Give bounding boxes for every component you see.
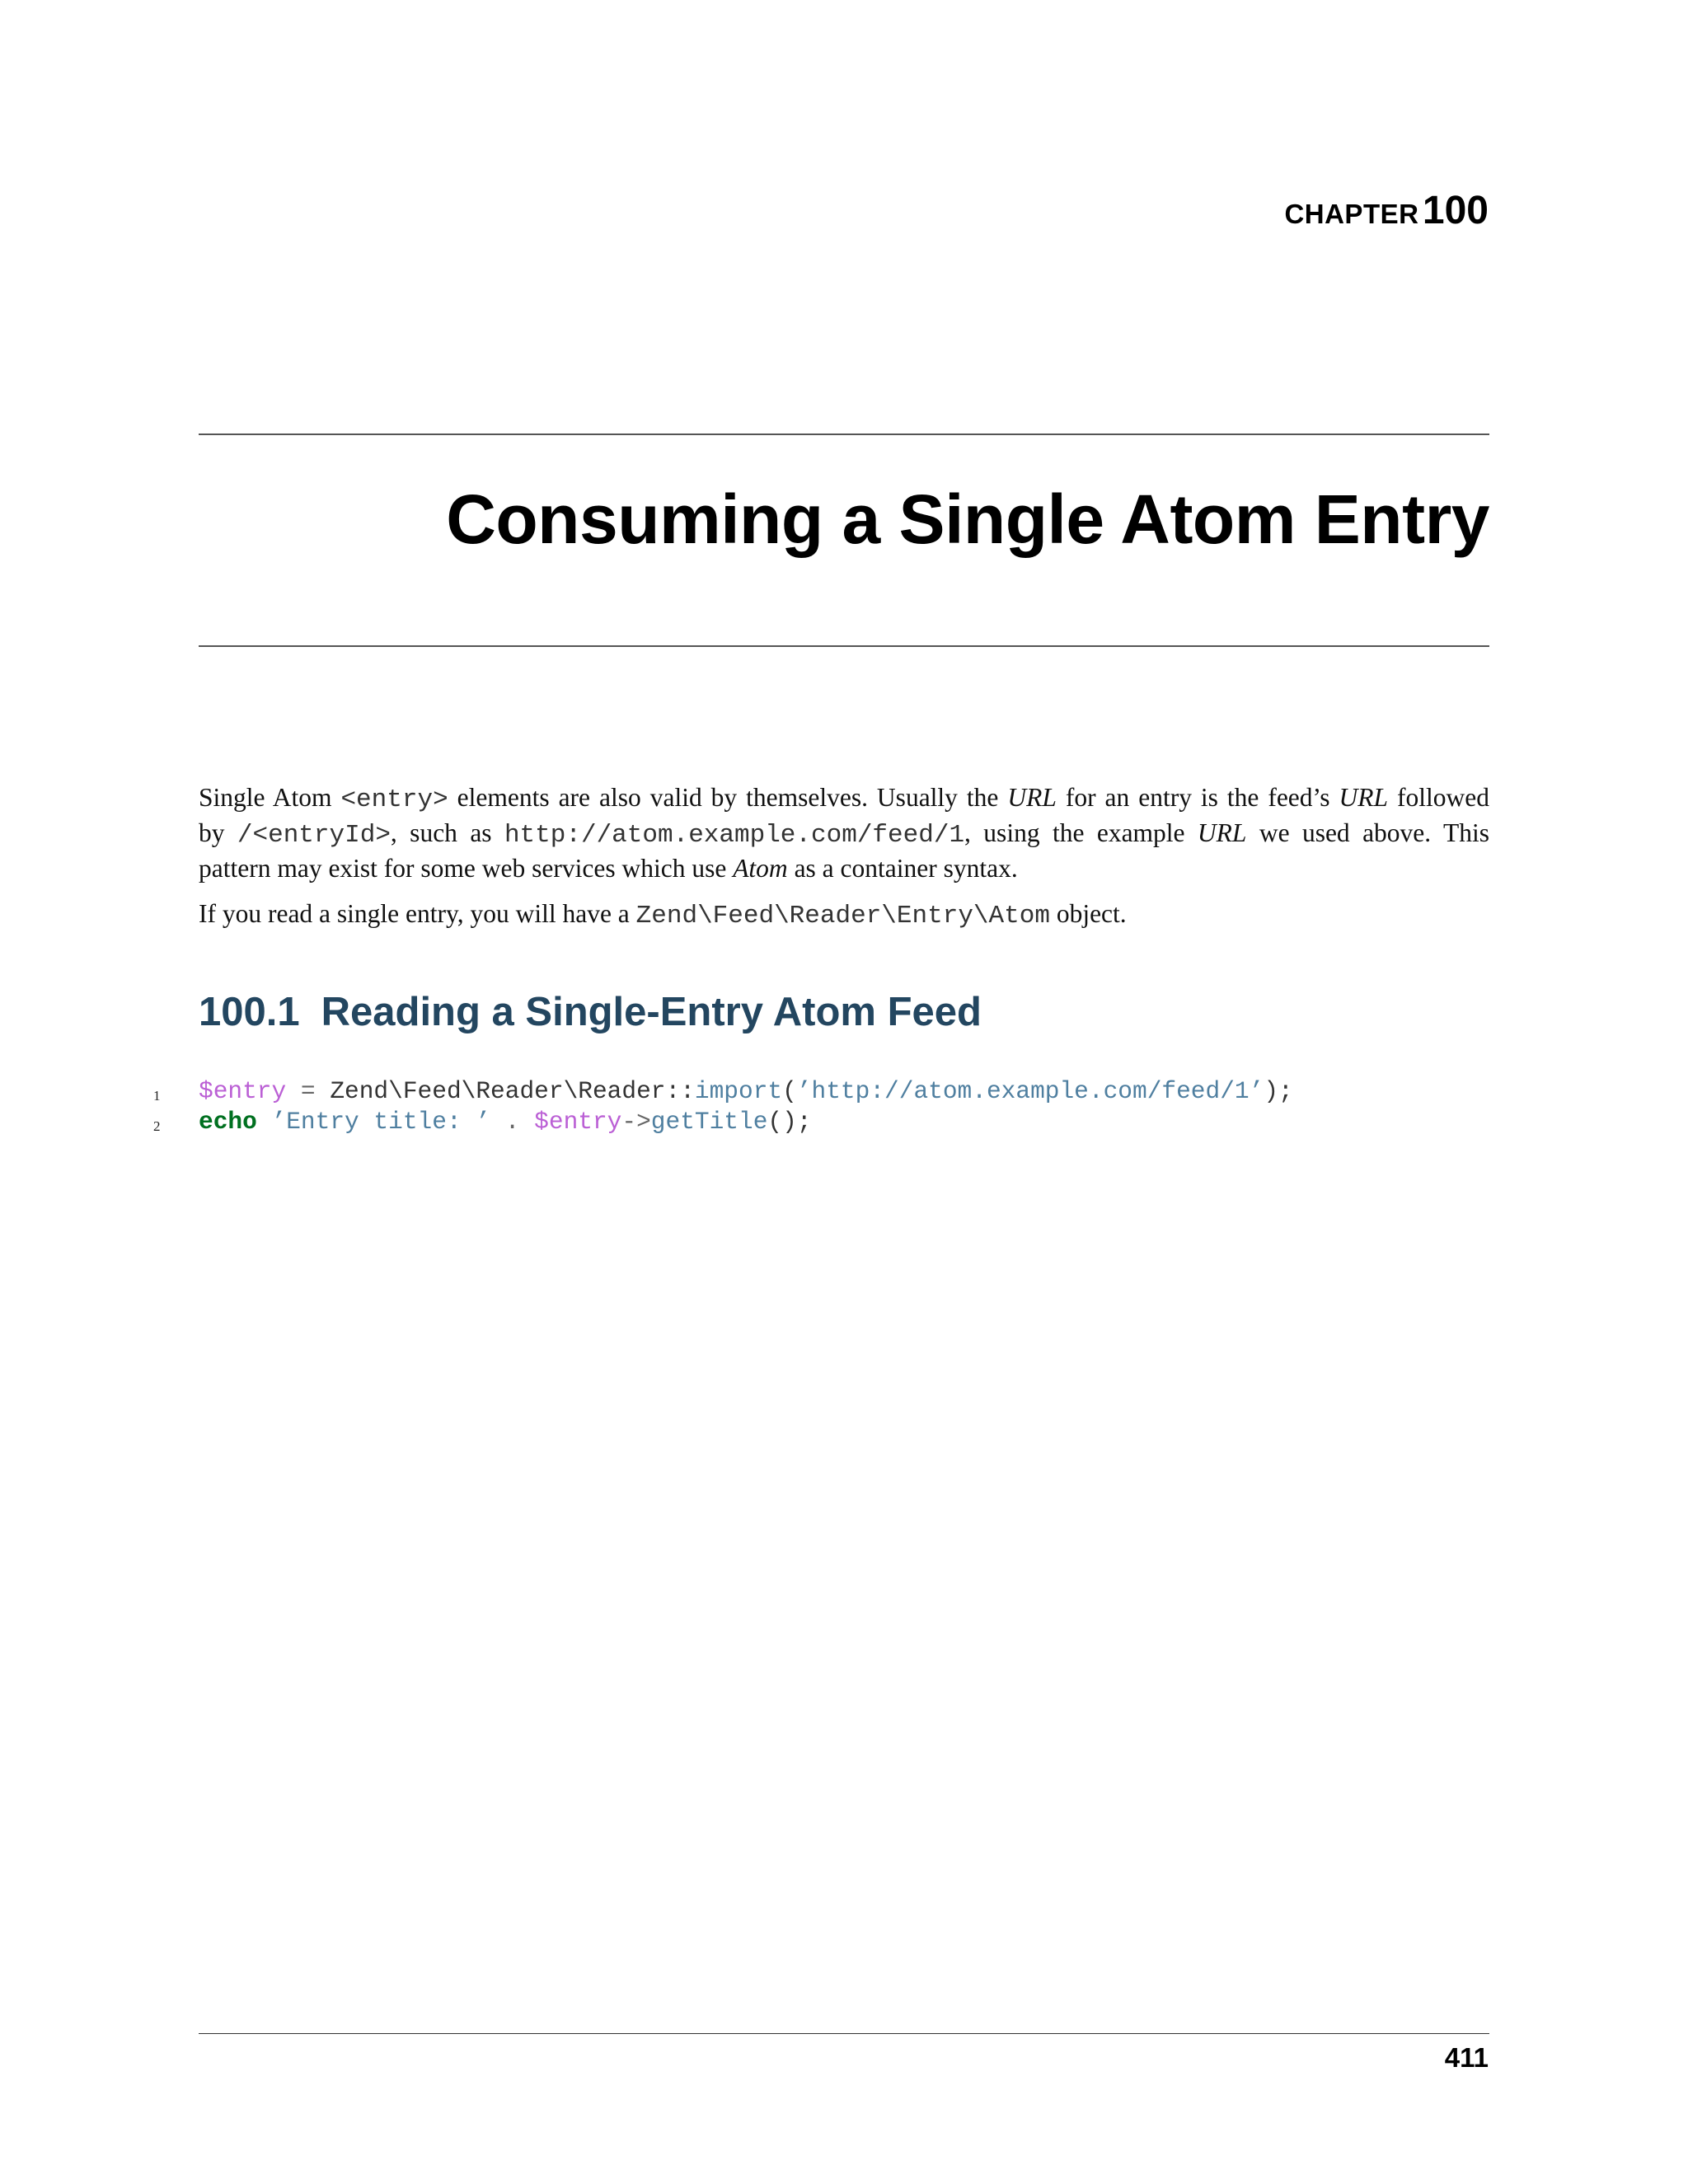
code-variable: $entry <box>199 1077 287 1105</box>
chapter-title: Consuming a Single Atom Entry <box>446 480 1489 558</box>
emphasis: URL <box>1339 783 1389 812</box>
text-run: Single Atom <box>199 783 341 812</box>
text-run: we used above. This <box>1246 818 1489 847</box>
text-run: as a container syntax. <box>787 854 1018 883</box>
code-class: Zend\Feed\Reader\Reader:: <box>330 1077 695 1105</box>
inline-code: Zend\Feed\Reader\Entry\Atom <box>635 902 1050 930</box>
text-run: by <box>199 818 237 847</box>
code-text <box>199 1107 812 1137</box>
title-rule-bottom <box>199 645 1489 647</box>
text-run: If you read a single entry, you will have a <box>199 899 636 928</box>
text-run: pattern may exist for some web services which use <box>199 854 734 883</box>
intro-line-1 <box>199 781 1489 817</box>
code-operator: -> <box>621 1108 651 1136</box>
section-number: 100.1 <box>199 990 300 1034</box>
intro-paragraph <box>199 781 1489 885</box>
code-function: getTitle <box>650 1108 768 1136</box>
text-run: , using the example <box>964 818 1198 847</box>
code-punct: (); <box>767 1108 812 1136</box>
chapter-word: CHAPTER <box>1284 199 1419 229</box>
intro-line-2 <box>199 817 1489 852</box>
second-paragraph <box>199 898 1489 933</box>
text-run: elements are also valid by themselves. Usually the <box>448 783 1008 812</box>
code-text <box>199 1076 1293 1107</box>
chapter-label <box>1284 188 1489 233</box>
inline-code: /<entryId> <box>237 821 391 850</box>
text-run: , such as <box>390 818 504 847</box>
code-block <box>0 1076 1688 1137</box>
section-heading <box>199 989 982 1035</box>
footer-rule <box>199 2033 1489 2034</box>
line-number: 2 <box>153 1118 161 1134</box>
emphasis: URL <box>1197 818 1247 847</box>
code-punct: ); <box>1264 1077 1293 1105</box>
code-function: import <box>694 1077 783 1105</box>
code-string: ’Entry title: ’ <box>271 1108 491 1136</box>
emphasis: URL <box>1007 783 1057 812</box>
code-keyword: echo <box>199 1108 257 1136</box>
intro-line-3 <box>199 852 1489 885</box>
inline-code: <entry> <box>340 785 448 814</box>
text-run: object. <box>1049 899 1127 928</box>
page-number: 411 <box>1444 2042 1489 2073</box>
section-title-text: Reading a Single-Entry Atom Feed <box>321 990 982 1034</box>
code-punct: ( <box>782 1077 797 1105</box>
code-line <box>0 1107 1688 1137</box>
code-operator: = <box>286 1077 331 1105</box>
emphasis: Atom <box>733 854 788 883</box>
line-number: 1 <box>153 1088 161 1104</box>
text-run: followed <box>1388 783 1489 812</box>
title-rule-top <box>199 434 1489 435</box>
code-line <box>0 1076 1688 1107</box>
code-operator: . <box>490 1108 535 1136</box>
text-run: for an entry is the feed’s <box>1056 783 1339 812</box>
inline-code-url: http://atom.example.com/feed/1 <box>504 821 965 850</box>
code-space <box>257 1108 272 1136</box>
code-variable: $entry <box>534 1108 622 1136</box>
chapter-number: 100 <box>1422 189 1489 232</box>
code-string: ’http://atom.example.com/feed/1’ <box>796 1077 1264 1105</box>
